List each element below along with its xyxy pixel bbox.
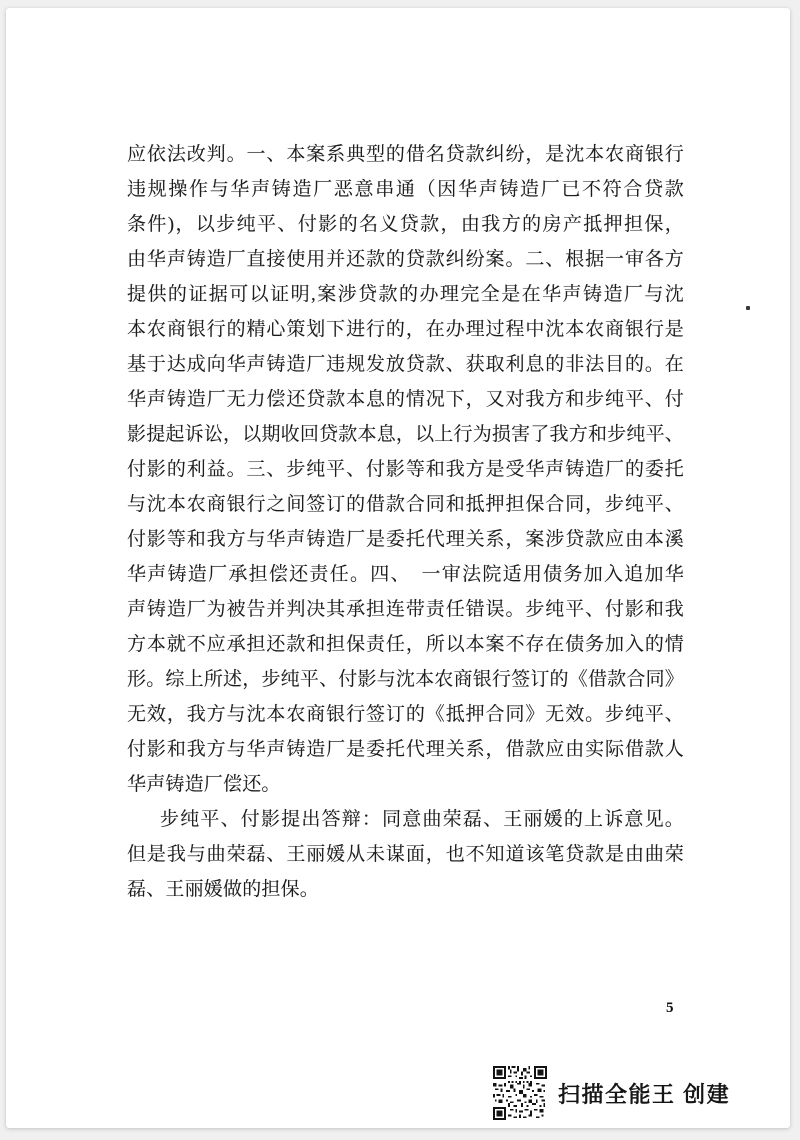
document-text-line: 提供的证据可以证明,案涉贷款的办理完全是在华声铸造厂与沈 xyxy=(127,284,684,305)
document-text-line: 基于达成向华声铸造厂违规发放贷款、获取利息的非法目的。在 xyxy=(127,354,684,375)
document-text-line: 方本就不应承担还款和担保责任，所以本案不存在债务加入的情 xyxy=(127,634,684,655)
document-body-text xyxy=(127,137,684,907)
scanned-document-page xyxy=(6,8,790,1128)
document-text-line: 违规操作与华声铸造厂恶意串通（因华声铸造厂已不符合贷款 xyxy=(127,179,684,200)
document-text-line: 无效，我方与沈本农商银行签订的《抵押合同》无效。步纯平、 xyxy=(127,704,684,725)
document-text-line: 付影等和我方与华声铸造厂是委托代理关系，案涉贷款应由本溪 xyxy=(127,529,684,550)
document-text-line: 华声铸造厂承担偿还责任。四、 一审法院适用债务加入追加华 xyxy=(127,564,684,585)
document-text-line: 条件)，以步纯平、付影的名义贷款，由我方的房产抵押担保， xyxy=(127,214,684,235)
document-text-line: 华声铸造厂无力偿还贷款本息的情况下，又对我方和步纯平、付 xyxy=(127,389,684,410)
scanner-watermark-label: 扫描全能王 创建 xyxy=(558,1081,731,1107)
document-text-line: 影提起诉讼，以期收回贷款本息，以上行为损害了我方和步纯平、 xyxy=(127,424,684,445)
document-text-line: 磊、王丽媛做的担保。 xyxy=(127,879,320,900)
qr-code-icon xyxy=(493,1066,547,1120)
document-text-line: 声铸造厂为被告并判决其承担连带责任错误。步纯平、付影和我 xyxy=(127,599,684,620)
document-text-line: 付影和我方与华声铸造厂是委托代理关系，借款应由实际借款人 xyxy=(127,739,684,760)
document-text-line: 步纯平、付影提出答辩：同意曲荣磊、王丽媛的上诉意见。 xyxy=(160,809,684,830)
document-text-line: 但是我与曲荣磊、王丽媛从未谋面，也不知道该笔贷款是由曲荣 xyxy=(127,844,684,865)
document-text-line: 由华声铸造厂直接使用并还款的贷款纠纷案。二、根据一审各方 xyxy=(127,249,684,270)
document-text-line: 与沈本农商银行之间签订的借款合同和抵押担保合同，步纯平、 xyxy=(127,494,684,515)
document-text-line: 本农商银行的精心策划下进行的，在办理过程中沈本农商银行是 xyxy=(127,319,684,340)
page-number: 5 xyxy=(666,1000,674,1016)
document-text-line: 付影的利益。三、步纯平、付影等和我方是受华声铸造厂的委托 xyxy=(127,459,684,480)
document-text-line: 华声铸造厂偿还。 xyxy=(127,774,281,795)
scan-artifact-dot xyxy=(746,306,750,310)
document-text-line: 应依法改判。一、本案系典型的借名贷款纠纷，是沈本农商银行 xyxy=(127,144,684,165)
scanner-watermark xyxy=(493,1062,730,1124)
document-text-line: 形。综上所述，步纯平、付影与沈本农商银行签订的《借款合同》 xyxy=(127,669,684,690)
